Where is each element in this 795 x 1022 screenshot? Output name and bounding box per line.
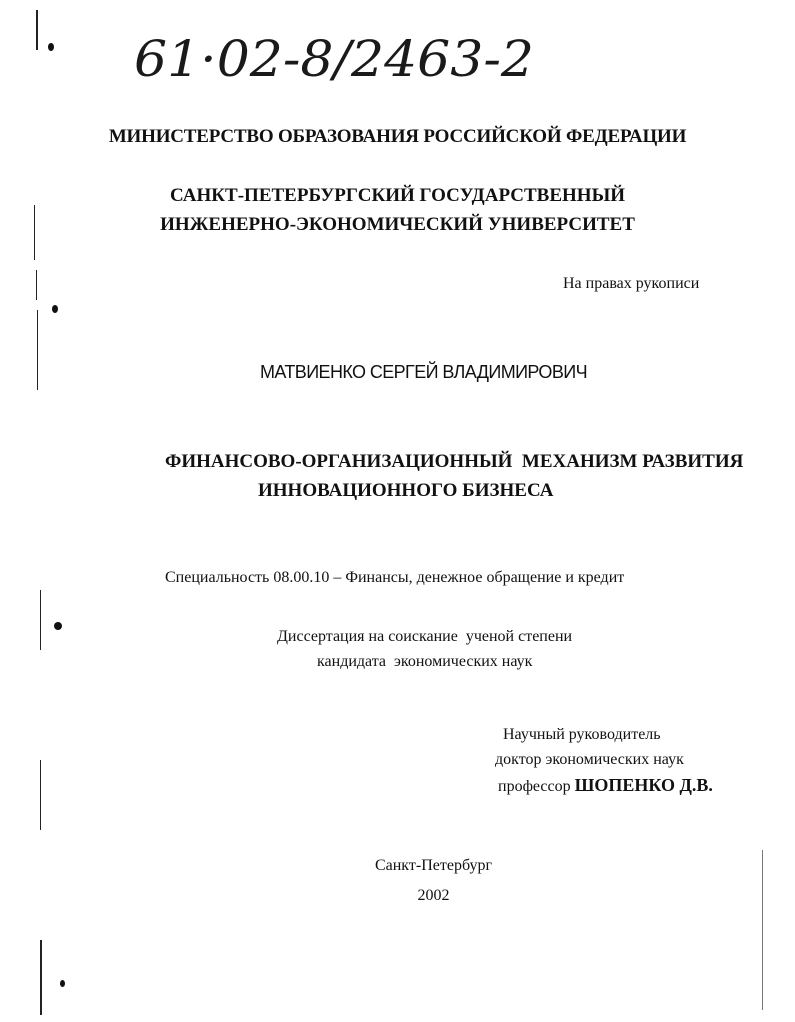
ministry-heading: МИНИСТЕРСТВО ОБРАЗОВАНИЯ РОССИЙСКОЙ ФЕДЕРАЦИИ: [108, 126, 687, 147]
scan-dot: [54, 622, 62, 630]
scan-margin-line: [36, 270, 37, 300]
specialty-line: Специальность 08.00.10 – Финансы, денежное обращение и кредит: [165, 569, 625, 586]
dissertation-title-line1: ФИНАНСОВО-ОРГАНИЗАЦИОННЫЙ МЕХАНИЗМ РАЗВИТИЯ: [165, 451, 744, 472]
scan-margin-line: [40, 940, 42, 1015]
scan-margin-line: [40, 760, 41, 830]
scan-dot: [60, 980, 65, 987]
supervisor-rank: профессор: [498, 778, 575, 795]
supervisor-name: ШОПЕНКО Д.В.: [574, 775, 713, 795]
handwritten-registration-number: [130, 18, 550, 88]
scan-dot: [48, 43, 54, 51]
supervisor-degree: доктор экономических наук: [495, 751, 684, 768]
manuscript-note: На правах рукописи: [563, 275, 700, 292]
dissertation-title-line2: ИННОВАЦИОННОГО БИЗНЕСА: [258, 480, 554, 501]
scan-dot: [52, 305, 58, 313]
handwritten-number-text: 61·02-8/2463-2: [134, 30, 534, 88]
year: 2002: [417, 887, 450, 904]
degree-line1: Диссертация на соискание ученой степени: [277, 628, 573, 645]
university-name-line2: ИНЖЕНЕРНО-ЭКОНОМИЧЕСКИЙ УНИВЕРСИТЕТ: [160, 214, 635, 235]
author-name: МАТВИЕНКО СЕРГЕЙ ВЛАДИМИРОВИЧ: [260, 362, 587, 382]
scan-margin-line: [36, 10, 38, 50]
university-name-line1: САНКТ-ПЕТЕРБУРГСКИЙ ГОСУДАРСТВЕННЫЙ: [169, 185, 626, 206]
scan-margin-line: [40, 590, 41, 650]
supervisor-label: Научный руководитель: [503, 726, 661, 743]
supervisor-title: [498, 775, 713, 796]
city: Санкт-Петербург: [374, 857, 493, 874]
degree-line2: кандидата экономических наук: [317, 653, 533, 670]
